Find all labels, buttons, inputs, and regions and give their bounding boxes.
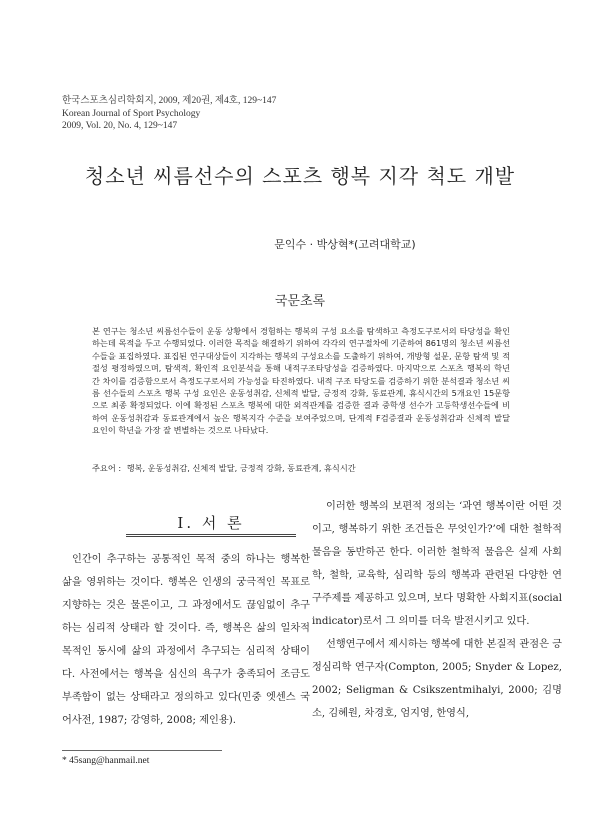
- body-right-paragraph-1: 이러한 행복의 보편적 정의는 ‘과연 행복이란 어떤 것이고, 행복하기 위한 조건들은 무엇인가?’에 대한 철학적 물음을 동반하곤 한다. 이러한 철학적 물음은 실제 사회학, 철학, 교육학, 심리학 등의 행복과 관련된 다양한 연구주제를 제공하고 있으며, 보다 명확한 사회지표(social indicator)로서 그 의미를 더욱 발전시키고 있다.: [312, 501, 562, 627]
- body-left-paragraph: 인간이 추구하는 공통적인 목적 중의 하나는 행복한 삶을 영위하는 것이다. 행복은 인생의 궁극적인 목표로 지향하는 것은 물론이고, 그 과정에서도 끊임없이 추구하는 심리적 상태라 할 것이다. 즉, 행복은 삶의 일차적 목적인 동시에 삶의 과정에서 추구되는 심리적 상태이다. 사전에서는 행복을 심신의 욕구가 충족되어 조금도 부족함이 없는 상태라고 정의하고 있다(민중 엣센스 국어사전, 1987; 강영하, 2008; 제인용).: [62, 554, 310, 726]
- journal-info: [62, 95, 276, 133]
- keywords-list: 행복, 운동성취감, 신체적 발달, 긍정적 강화, 동료관계, 휴식시간: [126, 463, 356, 473]
- paper-title: 청소년 씨름선수의 스포츠 행복 지각 척도 개발: [84, 164, 516, 188]
- body-right-paragraph-2: 선행연구에서 제시하는 행복에 대한 본질적 관점은 긍정심리학 연구자(Compton, 2005; Snyder & Lopez, 2002; Seligman & Csikszentmihalyi, 2000; 김명소, 김혜원, 차경호, 엄지영, 한영식,: [312, 639, 562, 719]
- footnote-divider: [62, 750, 222, 751]
- journal-line-english: Korean Journal of Sport Psychology: [62, 108, 201, 119]
- journal-line-korean: 한국스포츠심리학회지, 2009, 제20권, 제4호, 129~147: [62, 96, 277, 106]
- journal-line-volume: 2009, Vol. 20, No. 4, 129~147: [62, 121, 178, 131]
- keywords-label: 주요어 :: [92, 463, 122, 473]
- authors: 문익수 · 박상혁*(고려대학교): [274, 238, 416, 251]
- abstract-body: 본 연구는 청소년 씨름선수들이 운동 상황에서 경험하는 행복의 구성 요소를 탐색하고 측정도구로서의 타당성을 확인하는데 목적을 두고 수행되었다. 이러한 목적을 해결하기 위하여 각각의 연구절차에 기준하여 861명의 청소년 씨름선수들을 표집하였다. 표집된 연구대상들이 지각하는 행복의 구성요소를 도출하기 위하여, 개방형 설문, 문항 탐색 및 적절성 평정하였으며, 탐색적, 확인적 요인분석을 통해 내적구조타당성을 검증하였다. 마지막으로 스포츠 행복의 학년 간 차이를 검증함으로서 측정도구로서의 가능성을 타진하였다. 내적 구조 타당도를 검증하기 위한 분석결과 청소년 씨름 선수들의 스포츠 행복 구성 요인은 운동성취감, 신체적 발달, 긍정적 강화, 동료관계, 휴식시간의 5개요인 15문항으로 최종 확정되었다. 이에 확정된 스포츠 행복에 대한 외적관계를 검증한 결과 중학생 선수가 고등학생선수들에 비하여 운동성취감과 동료관계에서 높은 행복지각 수준을 보여주었으며, 단계적 F검증결과 운동성취감과 신체적 발달 요인이 학년을 가장 잘 변별하는 것으로 나타났다.: [92, 326, 510, 436]
- section-title-introduction: Ⅰ. 서 론: [126, 512, 296, 537]
- abstract-heading: 국문초록: [274, 294, 326, 309]
- footnote-email: * 45sang@hanmail.net: [62, 756, 150, 766]
- body-right-column: [312, 495, 562, 725]
- keywords: [92, 463, 510, 474]
